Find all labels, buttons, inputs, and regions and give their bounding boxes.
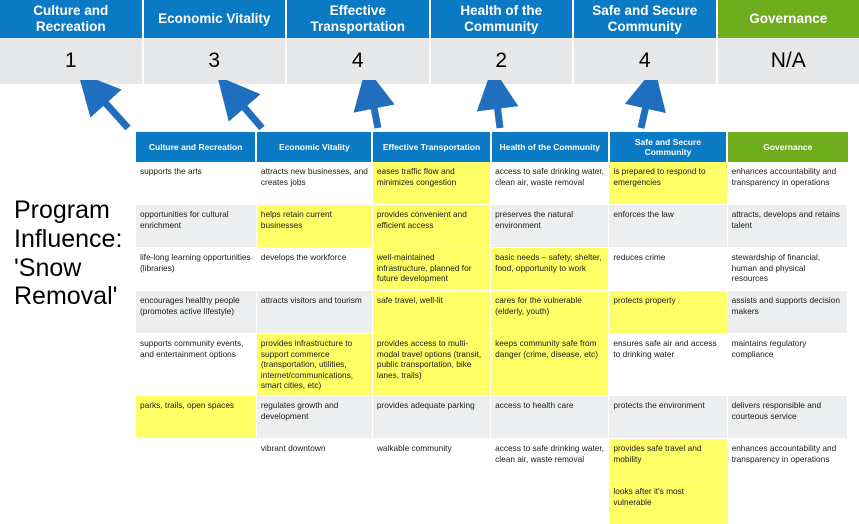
table-row [136, 248, 848, 291]
matrix-cell: protects property [609, 291, 727, 334]
matrix-cell: provides convenient and efficient access [372, 205, 490, 248]
matrix-cell: enforces the law [609, 205, 727, 248]
matrix-cell: encourages healthy people (promotes active lifestyle) [136, 291, 256, 334]
matrix-cell: enhances accountability and transparency in operations [727, 162, 847, 205]
matrix-cell: eases traffic flow and minimizes congestion [372, 162, 490, 205]
matrix-header-safe-and-secure-community: Safe and Secure Community [609, 132, 727, 162]
matrix-cell: access to health care [491, 396, 609, 439]
matrix-cell: opportunities for cultural enrichment [136, 205, 256, 248]
matrix-cell: preserves the natural environment [491, 205, 609, 248]
matrix-cell [491, 482, 609, 524]
score-governance: N/A [718, 38, 859, 84]
matrix-cell: life-long learning opportunities (libraries) [136, 248, 256, 291]
top-header-safe-and-secure-community: Safe and Secure Community [574, 0, 718, 38]
matrix-cell: access to safe drinking water, clean air, waste removal [491, 439, 609, 482]
matrix-cell: develops the workforce [256, 248, 372, 291]
score-effective-transportation: 4 [287, 38, 431, 84]
top-header-economic-vitality: Economic Vitality [144, 0, 288, 38]
matrix-cell: provides adequate parking [372, 396, 490, 439]
matrix-cell [727, 482, 847, 524]
matrix-cell: looks after it's most vulnerable [609, 482, 727, 524]
score-economic-vitality: 3 [144, 38, 288, 84]
matrix-cell: is prepared to respond to emergencies [609, 162, 727, 205]
matrix-cell: vibrant downtown [256, 439, 372, 482]
matrix-cell: assists and supports decision makers [727, 291, 847, 334]
matrix-cell: helps retain current businesses [256, 205, 372, 248]
matrix-cell: provides access to multi-modal travel options (transit, public transportation, bike lanes, trails) [372, 334, 490, 396]
matrix-cell: safe travel, well-lit [372, 291, 490, 334]
arrow-effective-transportation [370, 88, 378, 128]
matrix-cell: well-maintained infrastructure, planned for future development [372, 248, 490, 291]
matrix-cell: ensures safe air and access to drinking water [609, 334, 727, 396]
matrix-cell: maintains regulatory compliance [727, 334, 847, 396]
scorecard-score-row [0, 38, 859, 84]
table-row [136, 334, 848, 396]
table-row [136, 162, 848, 205]
matrix-cell [372, 482, 490, 524]
caption-line-1: Program [14, 196, 134, 225]
matrix-cell: provides safe travel and mobility [609, 439, 727, 482]
top-header-health-of-the-community: Health of the Community [431, 0, 575, 38]
influence-matrix [136, 132, 848, 524]
matrix-cell: enhances accountability and transparency in operations [727, 439, 847, 482]
matrix-cell [136, 482, 256, 524]
matrix-cell: provides infrastructure to support commerce (transportation, utilities, internet/communications, smart cities, etc) [256, 334, 372, 396]
matrix-cell: basic needs – safety, shelter, food, opportunity to work [491, 248, 609, 291]
arrows-layer [0, 80, 859, 140]
matrix-header-economic-vitality: Economic Vitality [256, 132, 372, 162]
score-culture-and-recreation: 1 [0, 38, 144, 84]
top-header-effective-transportation: Effective Transportation [287, 0, 431, 38]
table-row [136, 205, 848, 248]
table-row [136, 396, 848, 439]
matrix-cell [136, 439, 256, 482]
matrix-cell: attracts new businesses, and creates jobs [256, 162, 372, 205]
matrix-cell: reduces crime [609, 248, 727, 291]
arrow-health-of-the-community [495, 88, 500, 128]
table-row [136, 482, 848, 524]
matrix-cell: attracts visitors and tourism [256, 291, 372, 334]
matrix-cell [256, 482, 372, 524]
matrix-cell: supports the arts [136, 162, 256, 205]
arrow-economic-vitality [231, 92, 262, 128]
caption-line-3: 'Snow [14, 254, 134, 283]
matrix-header-effective-transportation: Effective Transportation [372, 132, 490, 162]
matrix-cell: supports community events, and entertainment options [136, 334, 256, 396]
top-header-governance: Governance [718, 0, 859, 38]
matrix-header-culture-and-recreation: Culture and Recreation [136, 132, 256, 162]
matrix-cell: regulates growth and development [256, 396, 372, 439]
score-safe-and-secure-community: 4 [574, 38, 718, 84]
table-row [136, 291, 848, 334]
matrix-cell: access to safe drinking water, clean air, waste removal [491, 162, 609, 205]
matrix-cell: stewardship of financial, human and physical resources [727, 248, 847, 291]
matrix-header-row [136, 132, 848, 162]
matrix-cell: parks, trails, open spaces [136, 396, 256, 439]
matrix-header-health-of-the-community: Health of the Community [491, 132, 609, 162]
arrow-safe-and-secure-community [641, 88, 650, 128]
caption-line-4: Removal' [14, 282, 134, 311]
program-influence-caption [14, 196, 134, 311]
matrix-cell: protects the environment [609, 396, 727, 439]
arrow-culture-and-recreation [92, 88, 128, 128]
matrix-cell: attracts, develops and retains talent [727, 205, 847, 248]
matrix-header-governance: Governance [727, 132, 847, 162]
table-row [136, 439, 848, 482]
matrix-body [136, 162, 848, 524]
caption-line-2: Influence: [14, 225, 134, 254]
scorecard-top-bar [0, 0, 859, 86]
matrix-cell: keeps community safe from danger (crime, disease, etc) [491, 334, 609, 396]
matrix-cell: cares for the vulnerable (elderly, youth) [491, 291, 609, 334]
matrix-cell: walkable community [372, 439, 490, 482]
top-header-culture-and-recreation: Culture and Recreation [0, 0, 144, 38]
score-health-of-the-community: 2 [431, 38, 575, 84]
scorecard-header-row [0, 0, 859, 38]
matrix-cell: delivers responsible and courteous service [727, 396, 847, 439]
